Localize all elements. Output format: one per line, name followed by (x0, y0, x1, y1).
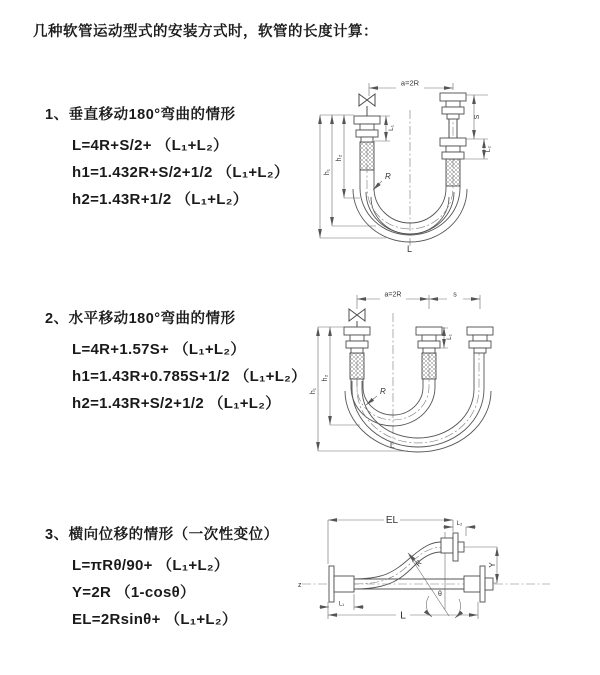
section-3-heading: 3、横向位移的情形（一次性变位） (45, 527, 279, 543)
dim-label-a2r: a=2R (384, 291, 402, 299)
dim-label-s: s (453, 291, 457, 299)
section-2-formula-h1: h1=1.43R+0.785S+1/2 （L₁+L₂） (72, 368, 307, 385)
dim-label-s: S (474, 114, 481, 120)
diagram-vertical-180-bend (312, 70, 524, 258)
label-bend-radius: R (385, 172, 391, 181)
dim-label-y: Y (488, 562, 497, 568)
section-horizontal-movement (45, 307, 306, 417)
label-hose-length: L (407, 244, 413, 254)
dim-label-a2r: a=2R (400, 78, 420, 88)
label-bend-radius: R (380, 387, 386, 396)
valve-icon (359, 94, 375, 116)
flange-lower-right (464, 566, 493, 602)
hose-bend-arcs (345, 353, 491, 452)
dimension-lines (310, 292, 480, 452)
dim-label-l1: L₁ (338, 601, 345, 608)
dim-label-l2: L₂ (456, 521, 463, 527)
flange-left (329, 566, 354, 602)
diagram-horizontal-180-bend (308, 283, 532, 467)
diagram-lateral-displacement (296, 506, 558, 636)
section-1-formula-length: L=4R+S/2+ （L₁+L₂） (72, 137, 229, 154)
pipe-fitting-right-lower (440, 138, 466, 159)
dimension-lines (320, 79, 492, 255)
section-1-heading: 1、垂直移动180°弯曲的情形 (45, 107, 236, 123)
axis-break-mark: z (298, 582, 302, 589)
label-hose-length: L (390, 441, 395, 450)
dim-label-l2: L₂ (485, 145, 492, 153)
label-angle-theta: θ (438, 591, 442, 598)
dimension-lines (319, 515, 497, 622)
section-vertical-movement (45, 103, 289, 213)
label-bend-radius: R (413, 558, 424, 569)
section-1-formula-h2: h2=1.43R+1/2 （L₁+L₂） (72, 191, 249, 208)
section-3-formula-el: EL=2Rsinθ+ （L₁+L₂） (72, 611, 238, 628)
pipe-fitting-middle (416, 327, 442, 353)
section-2-heading: 2、水平移动180°弯曲的情形 (45, 311, 236, 327)
dim-label-h1: h₁ (310, 387, 317, 395)
dim-label-l1: L₁ (388, 125, 395, 131)
pipe-fitting-left (354, 116, 380, 142)
pipe-fitting-right (467, 327, 493, 353)
section-3-formula-y: Y=2R （1-cosθ） (72, 584, 196, 601)
dim-label-h1: h₁ (324, 168, 331, 176)
dim-label-h2: h₂ (336, 154, 343, 162)
section-1-formula-h1: h1=1.432R+S/2+1/2 （L₁+L₂） (72, 164, 290, 181)
dim-label-l1: L₁ (446, 334, 453, 340)
section-2-formula-h2: h2=1.43R+S/2+1/2 （L₁+L₂） (72, 395, 281, 412)
dim-label-l: L (400, 609, 406, 622)
valve-icon (349, 309, 365, 327)
flange-upper-right (441, 533, 464, 561)
section-3-formula-length: L=πRθ/90+ （L₁+L₂） (72, 557, 230, 574)
pipe-fitting-left (344, 327, 370, 353)
page-title: 几种软管运动型式的安装方式时，软管的长度计算： (33, 24, 378, 40)
dim-label-h2: h₂ (322, 374, 329, 382)
dim-label-el: EL (385, 515, 399, 526)
pipe-fitting-right-upper (440, 93, 466, 119)
section-2-formula-length: L=4R+1.57S+ （L₁+L₂） (72, 341, 246, 358)
hose-displaced-position (354, 542, 453, 589)
section-lateral-displacement (45, 523, 279, 633)
